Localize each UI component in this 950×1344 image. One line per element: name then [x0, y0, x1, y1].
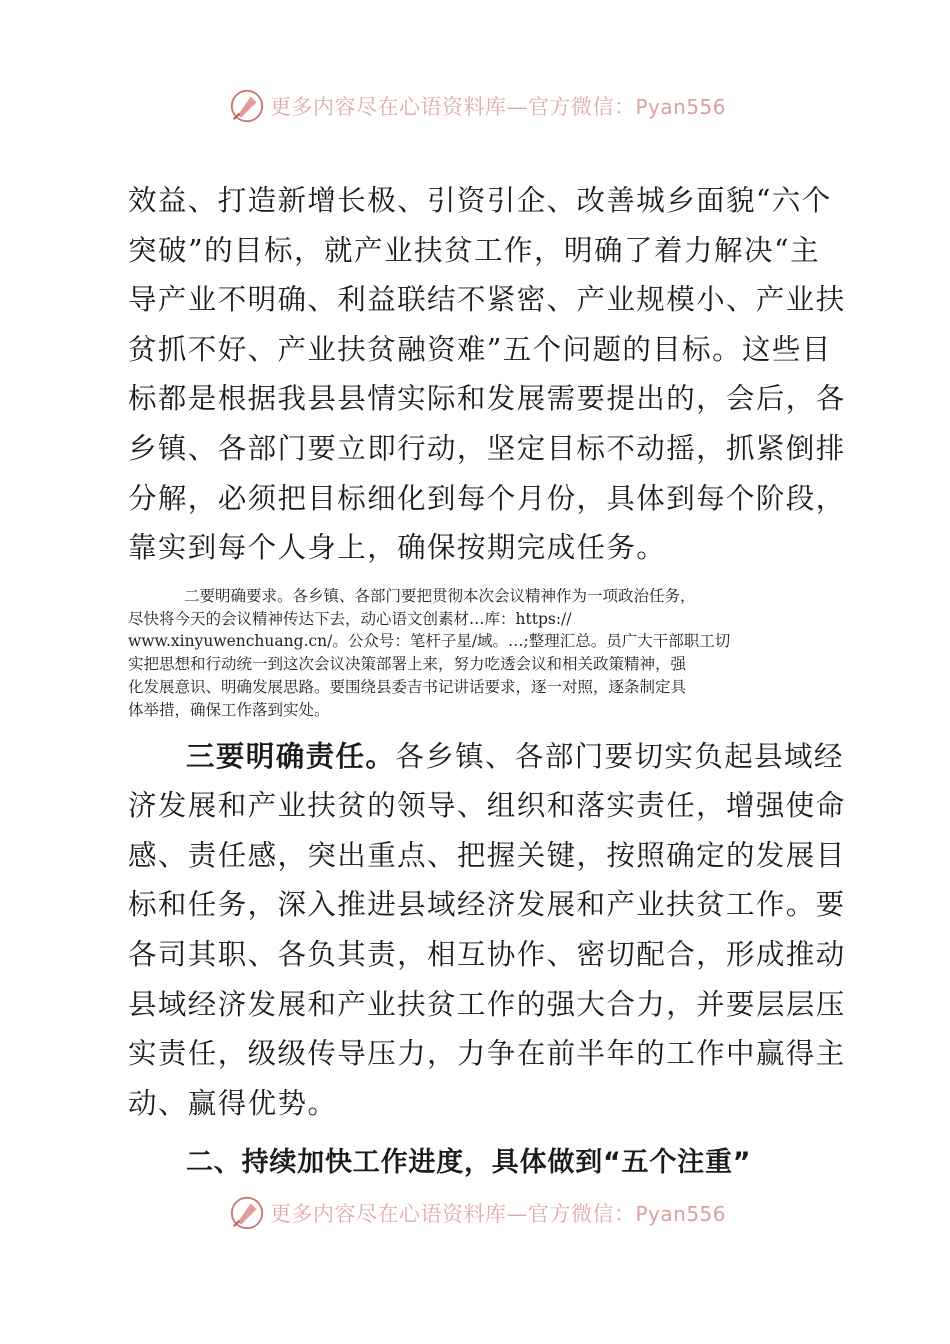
text-line: 实责任，级级传导压力，力争在前半年的工作中赢得主	[128, 1037, 846, 1071]
text-line: 动、赢得优势。	[128, 1086, 338, 1120]
pen-nib-logo-icon	[228, 87, 266, 125]
text-line: www.xinyuwenchuang.cn/。公众号：笔杆子星/域。…;整理汇总。员广大干部职工切	[128, 632, 731, 651]
text-line: 标和任务，深入推进县域经济发展和产业扶贫工作。要	[128, 888, 846, 922]
text-line: 各司其职、各负其责，相互协作、密切配合，形成推动	[128, 937, 846, 971]
pen-nib-logo-icon	[228, 1194, 266, 1232]
text-line: 突破”的目标，就产业扶贫工作，明确了着力解决“主	[128, 233, 820, 267]
paragraph-goals	[128, 176, 846, 573]
text-span: 各乡镇、各部门要切实负起县域经	[395, 739, 844, 773]
text-line: 标都是根据我县县情实际和发展需要提出的，会后，各	[128, 382, 846, 416]
section-heading: 二、持续加快工作进度，具体做到“五个注重”	[186, 1147, 752, 1179]
text-line: 县域经济发展和产业扶贫工作的强大合力，并要层层压	[128, 987, 846, 1021]
text-line: 体举措，确保工作落到实处。	[128, 700, 330, 719]
text-line-lead	[128, 732, 844, 782]
text-line: 贫抓不好、产业扶贫融资难”五个问题的目标。这些目	[128, 332, 832, 366]
text-line: 导产业不明确、利益联结不紧密、产业规模小、产业扶	[128, 283, 846, 317]
watermark-text: 更多内容尽在心语资料库—官方微信：Pyan556	[270, 1202, 727, 1226]
text-line: 分解，必须把目标细化到每个月份，具体到每个阶段，	[128, 481, 846, 515]
paragraph-responsibility	[128, 732, 846, 1129]
document-body	[128, 176, 846, 1188]
text-line: 尽快将今天的会议精神传达下去，动心语文创素材…库：https://	[128, 609, 572, 628]
footer-watermark	[228, 1193, 726, 1233]
text-line: 实把思想和行动统一到这次会议决策部署上来，努力吃透会议和相关政策精神，强	[128, 655, 687, 674]
text-line: 二要明确要求。各乡镇、各部门要把贯彻本次会议精神作为一项政治任务，	[184, 586, 696, 605]
header-watermark	[228, 86, 726, 126]
text-line: 化发展意识、明确发展思路。要围绕县委吉书记讲话要求，逐一对照，逐条制定具	[128, 677, 687, 696]
text-line: 效益、打造新增长极、引资引企、改善城乡面貌“六个	[128, 184, 832, 217]
section-lead: 三要明确责任。	[186, 738, 396, 773]
text-line: 济发展和产业扶贫的领导、组织和落实责任，增强使命	[128, 789, 846, 823]
text-line: 感、责任感，突出重点、把握关键，按照确定的发展目	[128, 838, 846, 872]
watermark-text: 更多内容尽在心语资料库—官方微信：Pyan556	[270, 95, 727, 119]
text-line: 靠实到每个人身上，确保按期完成任务。	[128, 531, 667, 565]
text-line: 乡镇、各部门要立即行动，坚定目标不动摇，抓紧倒排	[128, 431, 846, 465]
paragraph-requirements	[128, 585, 820, 722]
